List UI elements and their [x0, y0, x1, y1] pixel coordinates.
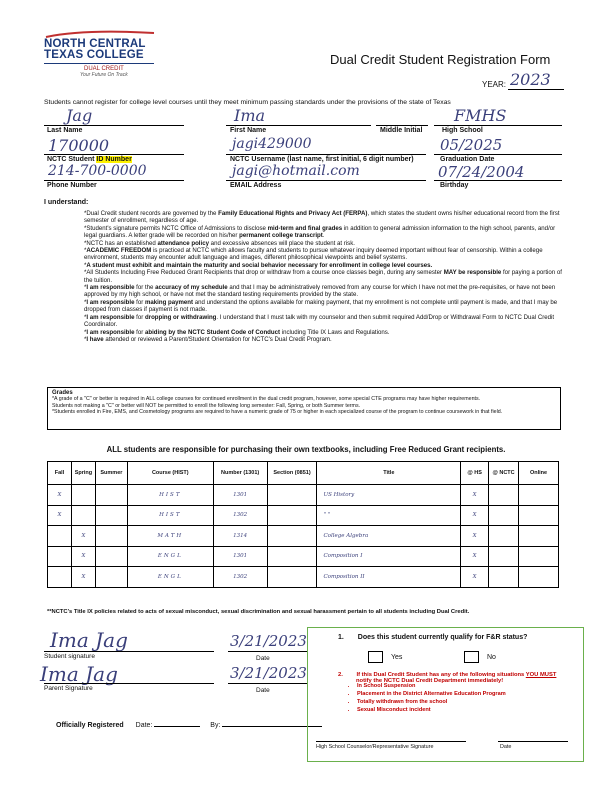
cell-section[interactable] [267, 505, 317, 526]
grades-line-2: Students not making a "C" or better will NOT be permitted to enroll the following long semester: Fall, Spring, or both Summer terms. [52, 402, 361, 409]
understand-item-post: and excessive absences will place the student at risk. [208, 239, 355, 247]
understand-item-post2: . [322, 232, 325, 240]
cell-course[interactable]: HIST [127, 505, 213, 526]
officially-date-field[interactable] [154, 726, 200, 727]
student-id-label [47, 156, 132, 163]
parent-signature-line [44, 683, 214, 684]
situation-item: • Placement in the District Alternative Education Program [357, 690, 506, 698]
yes-label: Yes [391, 653, 403, 661]
situation-item: • Sexual Misconduct incident [357, 706, 506, 714]
cell-course[interactable]: HIST [127, 485, 213, 506]
yes-checkbox[interactable] [368, 651, 383, 663]
first-name-label: First Name [230, 127, 267, 134]
table-row [48, 567, 559, 588]
cell-title[interactable]: College Algebra [317, 526, 461, 547]
header-fall: Fall [48, 462, 72, 485]
year-label: YEAR: [482, 80, 507, 89]
understand-item-bold: I have [86, 335, 104, 343]
cell-section[interactable] [267, 526, 317, 547]
understand-item-pre: *Dual Credit student records are governed by the [84, 210, 219, 217]
no-checkbox[interactable] [464, 651, 479, 663]
cell-course[interactable]: ENGL [127, 567, 213, 588]
first-name-line [226, 125, 371, 126]
header-nctc: @ NCTC [489, 462, 519, 485]
counselor-date-label: Date [500, 744, 512, 750]
understand-item-pre: * [84, 335, 87, 343]
officially-by-label: By: [210, 722, 221, 729]
username-value[interactable]: jagi429000 [232, 136, 312, 152]
counselor-date-line[interactable] [498, 741, 568, 742]
understand-item [84, 269, 562, 284]
last-name-label: Last Name [47, 127, 83, 134]
understand-item-bold: MAY be responsible [443, 269, 502, 277]
first-name-value[interactable]: Ima [234, 106, 266, 125]
understand-item-bold: I am responsible [86, 284, 135, 292]
phone-line [44, 180, 184, 181]
student-signature-line [44, 651, 214, 652]
understand-item-bold: ACADEMIC FREEDOM [86, 247, 152, 255]
cell-number[interactable]: 1301 [213, 546, 267, 567]
q2-number: 2. [338, 672, 343, 678]
cell-hs[interactable]: X [461, 526, 489, 547]
logo-line2: TEXAS COLLEGE [44, 50, 154, 64]
grades-line-3: *Students enrolled in Fire, EMS, and Cosmetology programs are required to have a numeric grade of 75 or higher in each specialized course of the program to continue coursework in that field. [52, 409, 503, 416]
cell-fall[interactable]: X [48, 505, 72, 526]
cell-number[interactable]: 1301 [213, 485, 267, 506]
textbooks-notice: ALL students are responsible for purchasing their own textbooks, including Free Reduced Grant recipients. [106, 445, 506, 454]
counselor-box [307, 627, 584, 762]
q1 [338, 634, 527, 641]
understand-item-post: for paying a portion of the tuition. [84, 269, 562, 284]
cell-online[interactable] [519, 485, 559, 506]
cell-title[interactable]: " " [317, 505, 461, 526]
parent-date-label: Date [256, 687, 270, 694]
cell-title[interactable]: Composition II [317, 567, 461, 588]
cell-summer[interactable] [95, 505, 127, 526]
understand-item-pre: *NCTC has an established [84, 239, 158, 247]
no-label: No [487, 653, 496, 661]
high-school-label: High School [442, 127, 483, 134]
q1-text: Does this student currently qualify for F&R status? [357, 634, 528, 641]
cell-title[interactable]: US History [317, 485, 461, 506]
cell-title[interactable]: Composition I [317, 546, 461, 567]
understand-item-bold2: making payment [144, 298, 194, 306]
cell-spring[interactable] [71, 505, 95, 526]
understand-item-post2: including Title IX Laws and Regulations. [280, 328, 390, 336]
graduation-date-value[interactable]: 05/2025 [440, 136, 503, 154]
understand-item-post: attended or reviewed a Parent/Student Orientation for NCTC's Dual Credit Program. [103, 335, 332, 343]
understand-item-pre: * [84, 284, 87, 292]
graduation-date-line [434, 154, 562, 155]
student-date[interactable]: 3/21/2023 [230, 632, 307, 650]
student-date-label: Date [256, 655, 270, 662]
understand-item [84, 262, 562, 269]
table-row [48, 526, 559, 547]
situation-item: • Totally withdrawn from the school [357, 698, 506, 706]
graduation-date-label: Graduation Date [440, 156, 495, 163]
cell-number[interactable]: 1302 [213, 567, 267, 588]
year-line [508, 89, 564, 90]
understand-item-bold: A student must exhibit and maintain the maturity and social behavior necessary for enrollment in college level courses. [86, 261, 433, 269]
table-row [48, 505, 559, 526]
student-signature-label: Student signature [44, 653, 95, 660]
understand-item [84, 336, 562, 343]
understand-item-bold2: accuracy of my schedule [155, 284, 228, 292]
understand-item [84, 314, 562, 329]
cell-section[interactable] [267, 567, 317, 588]
cell-spring[interactable]: X [71, 567, 95, 588]
header-title: Title [317, 462, 461, 485]
header-section: Section (0851) [267, 462, 317, 485]
understand-item-pre: * [84, 313, 87, 321]
cell-fall[interactable]: X [48, 485, 72, 506]
situations-list [343, 682, 506, 714]
understand-item-post: is practiced at NCTC which allows faculty and students to pursue whatever inquiry deemed important without fear of censorship. Within a college environment, students may encounter adult language and images, different philosophical viewpoints and belief systems. [84, 247, 543, 262]
understand-item-bold: Family Educational Rights and Privacy Act (FERPA) [218, 210, 368, 217]
understand-heading: I understand: [44, 199, 89, 206]
cell-number[interactable]: 1314 [213, 526, 267, 547]
table-row [48, 485, 559, 506]
birthday-value[interactable]: 07/24/2004 [438, 163, 525, 181]
cell-fall[interactable] [48, 567, 72, 588]
grades-box [47, 387, 561, 430]
cell-online[interactable] [519, 526, 559, 547]
header-summer: Summer [95, 462, 127, 485]
officially-label: Officially Registered [56, 722, 124, 729]
cell-spring[interactable] [71, 485, 95, 506]
understand-item [84, 329, 562, 336]
situation-item: • In School Suspension [357, 682, 506, 690]
understand-item-bold: I am responsible [86, 298, 135, 306]
email-line [226, 180, 426, 181]
header-course: Course (HIST) [127, 462, 213, 485]
cell-fall[interactable] [48, 546, 72, 567]
middle-initial-line [376, 125, 428, 126]
cell-spring[interactable]: X [71, 526, 95, 547]
counselor-label: High School Counselor/Representative Signature [316, 744, 434, 750]
officially-registered [56, 722, 322, 729]
high-school-line [434, 125, 562, 126]
understand-item-bold2: permanent college transcript [239, 232, 323, 240]
q1-number: 1. [338, 634, 344, 641]
understand-item-pre: * [84, 247, 87, 255]
logo [44, 29, 164, 78]
email-label: EMAIL Address [230, 182, 282, 189]
understand-item-post2: and that I may be administratively removed from any course for which I have not met the pre-requisites, or have not been approved by my high school, or have not met the standard testing requirements provided by the state. [84, 284, 556, 299]
understand-item-post: , which states the student owns his/her educational record from the first semester of enrollment, regardless of age. [84, 210, 560, 225]
phone-label: Phone Number [47, 182, 97, 189]
header-spring: Spring [71, 462, 95, 485]
cell-summer[interactable] [95, 546, 127, 567]
understand-item-post2: . I understand that I must talk with my counselor and then submit required Add/Drop or Withdrawal Form to NCTC Dual Credit Coordinator. [84, 313, 555, 329]
no-option[interactable] [464, 651, 496, 663]
understand-item [84, 210, 562, 225]
q2-text-pre: If this Dual Credit Student has any of the following situations [356, 672, 526, 678]
cell-summer[interactable] [95, 485, 127, 506]
middle-initial-label: Middle Initial [380, 127, 423, 134]
yes-option[interactable] [368, 651, 402, 663]
email-value[interactable]: jagi@hotmail.com [232, 163, 360, 179]
course-table [47, 461, 559, 588]
understand-item-pre: * [84, 328, 87, 336]
student-id-line [44, 154, 184, 155]
cell-nctc[interactable] [489, 526, 519, 547]
form-title: Dual Credit Student Registration Form [330, 52, 551, 67]
understand-item-bold: I am responsible [86, 313, 135, 321]
understand-item-pre: * [84, 298, 87, 306]
cell-nctc[interactable] [489, 567, 519, 588]
understand-item-bold2: abiding by the NCTC Student Code of Conduct [144, 328, 281, 336]
understand-item-post2: and understand the options available for making payment, that my enrollment is not complete until payment is made, and that I may be dropped from classes if payment is not made. [84, 298, 558, 314]
cell-number[interactable]: 1302 [213, 505, 267, 526]
cell-course[interactable]: MATH [127, 526, 213, 547]
header-number: Number (1301) [213, 462, 267, 485]
cell-nctc[interactable] [489, 485, 519, 506]
understand-item-bold: mid-term and final grades [267, 224, 343, 232]
username-label: NCTC Username (last name, first initial, 6 digit number) [230, 156, 414, 163]
logo-line1: NORTH CENTRAL [44, 38, 146, 50]
cell-hs[interactable]: X [461, 546, 489, 567]
understand-item-bold2: dropping or withdrawing [144, 313, 217, 321]
understand-item-post: for [134, 313, 145, 321]
q2-text-emph: YOU MUST [525, 672, 557, 678]
logo-line3: DUAL CREDIT [84, 66, 124, 72]
cell-hs[interactable]: X [461, 485, 489, 506]
parent-signature[interactable]: Ima Jag [40, 662, 118, 686]
cell-online[interactable] [519, 546, 559, 567]
parent-signature-label: Parent Signature [44, 685, 93, 692]
officially-date-label: Date: [135, 722, 153, 729]
grades-line-1: *A grade of a "C" or better is required in ALL college courses for continued enrollment in the dual credit program, however, some special CTE programs may have higher requirements. [52, 396, 481, 402]
understand-item-post: for the [134, 284, 156, 292]
notice: Students cannot register for college level courses until they meet minimum passing standards under the provisions of the state of Texas [44, 99, 451, 106]
title-ix-notice: **NCTC's Title IX policies related to acts of sexual misconduct, sexual discrimination and sexual harassment pertain to all students including Dual Credit. [47, 609, 470, 615]
student-id-value[interactable]: 170000 [48, 136, 110, 155]
last-name-value[interactable]: Jag [66, 106, 93, 125]
parent-date[interactable]: 3/21/2023 [230, 664, 307, 682]
grades-heading: Grades [52, 390, 73, 396]
understand-item-pre: *All Students Including Free Reduced Grant Recipients that drop or withdraw from a course once classes begin, during any semester [84, 269, 444, 277]
cell-summer[interactable] [95, 567, 127, 588]
student-date-line [228, 651, 308, 652]
student-id-label-highlight: ID Number [96, 156, 132, 163]
q2-text-post: notify the NCTC Dual Credit Department immediately! [356, 678, 504, 684]
parent-date-line [228, 683, 308, 684]
high-school-value[interactable]: FMHS [454, 106, 507, 125]
understand-item-bold: I am responsible [86, 328, 135, 336]
understand-item [84, 247, 562, 262]
understand-item-post: in addition to general admission information to the high school, parents, and/or legal guardians. A letter grade will be recorded on his/her [84, 224, 556, 240]
cell-hs[interactable]: X [461, 567, 489, 588]
understand-item-pre: *Student's signature permits NCTC Office of Admissions to disclose [84, 224, 268, 232]
cell-course[interactable]: ENGL [127, 546, 213, 567]
cell-section[interactable] [267, 485, 317, 506]
year-value[interactable]: 2023 [510, 70, 551, 89]
cell-summer[interactable] [95, 526, 127, 547]
understand-item-post: for [134, 298, 145, 306]
cell-online[interactable] [519, 505, 559, 526]
understand-item-post: for [134, 328, 145, 336]
cell-fall[interactable] [48, 526, 72, 547]
understand-list [84, 210, 562, 343]
cell-hs[interactable]: X [461, 505, 489, 526]
header-online: Online [519, 462, 559, 485]
birthday-line [434, 180, 562, 181]
counselor-signature-line[interactable] [316, 741, 466, 742]
logo-tagline: Your Future On Track [80, 72, 128, 78]
cell-section[interactable] [267, 546, 317, 567]
student-id-label-text: NCTC Student [47, 156, 95, 163]
understand-item [84, 225, 562, 240]
cell-online[interactable] [519, 567, 559, 588]
cell-nctc[interactable] [489, 546, 519, 567]
birthday-label: Birthday [440, 182, 469, 189]
last-name-line [44, 125, 184, 126]
understand-item [84, 299, 562, 314]
cell-nctc[interactable] [489, 505, 519, 526]
student-signature[interactable]: Ima Jag [50, 628, 128, 652]
table-row [48, 546, 559, 567]
phone-value[interactable]: 214-700-0000 [48, 163, 147, 179]
understand-item-pre: * [84, 261, 87, 269]
username-line [226, 154, 426, 155]
cell-spring[interactable]: X [71, 546, 95, 567]
header-hs: @ HS [461, 462, 489, 485]
understand-item [84, 240, 562, 247]
understand-item-bold: attendance policy [157, 239, 209, 247]
understand-item [84, 284, 562, 299]
